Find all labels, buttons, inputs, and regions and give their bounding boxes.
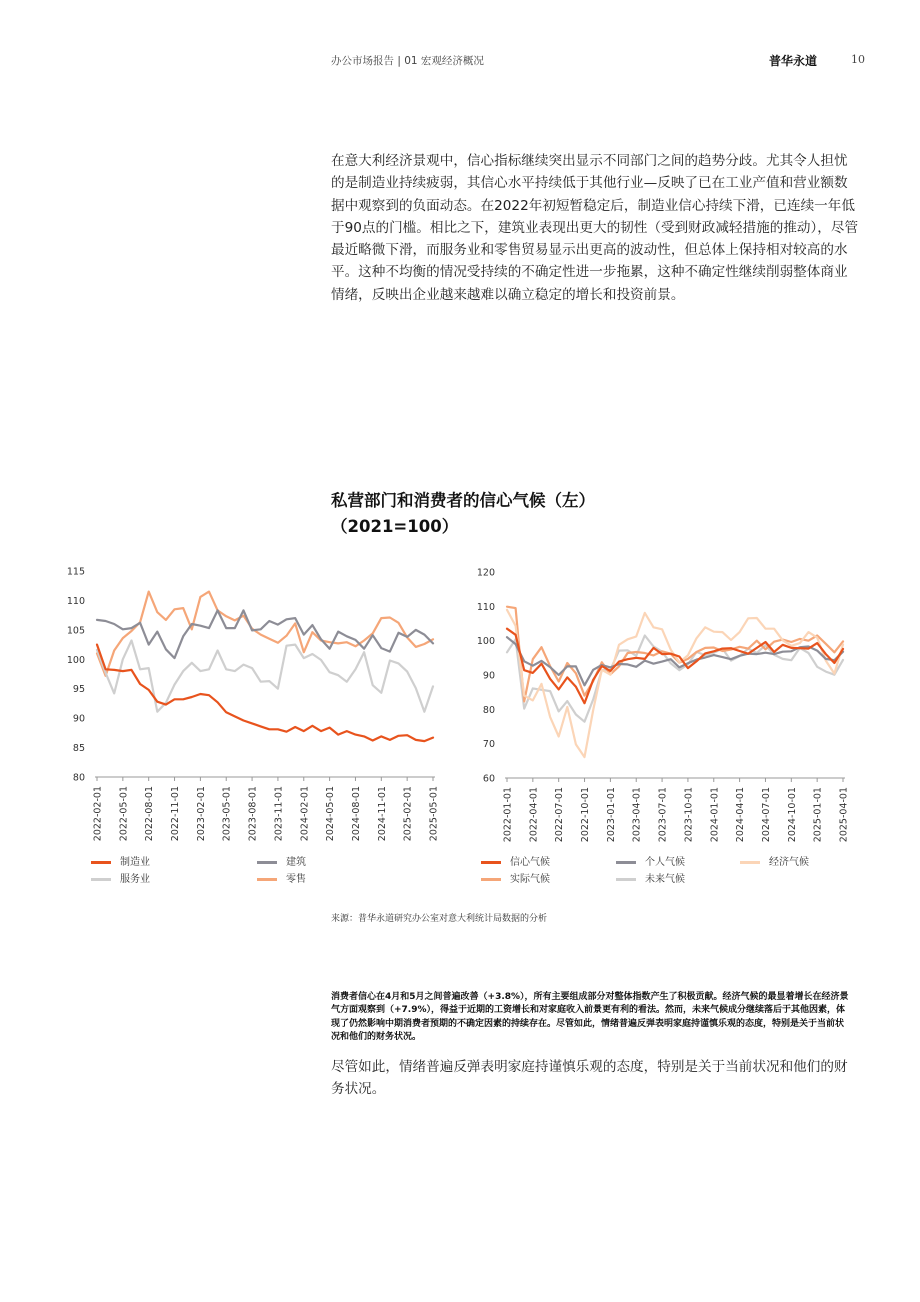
x-tick-label: 2024-05-01 [325,786,337,842]
y-tick-label: 110 [476,601,495,613]
series-line-服务业 [97,641,433,712]
y-tick-label: 90 [72,713,85,725]
y-tick-label: 85 [72,743,85,755]
y-tick-label: 80 [72,772,85,784]
figure-subtitle: （2021=100） [331,517,459,536]
x-tick-label: 2024-04-01 [735,787,747,843]
legend-swatch [481,861,501,864]
x-tick-label: 2024-02-01 [299,786,311,842]
x-tick-label: 2022-02-01 [92,786,104,842]
x-tick-label: 2024-11-01 [376,786,388,842]
legend-swatch [616,861,636,864]
figure-title-block [331,488,595,540]
legend-item-services [91,870,150,885]
y-tick-label: 80 [482,704,495,716]
legend-label: 经济气候 [769,857,809,868]
x-tick-label: 2025-05-01 [428,786,440,842]
y-tick-label: 120 [476,567,495,579]
x-tick-label: 2024-10-01 [786,787,798,843]
x-tick-label: 2023-05-01 [221,786,233,842]
legend-item-future-climate [616,870,685,885]
y-tick-label: 115 [66,566,85,578]
x-tick-label: 2022-10-01 [580,787,592,843]
x-tick-label: 2022-11-01 [170,786,182,842]
x-tick-label: 2022-07-01 [554,787,566,843]
x-tick-label: 2022-05-01 [118,786,130,842]
series-line-零售 [97,592,433,676]
legend-label: 零售 [286,874,306,885]
x-tick-label: 2023-04-01 [631,787,643,843]
legend-label: 信心气候 [510,857,550,868]
y-tick-label: 100 [66,654,85,666]
legend-item-current-climate [481,870,550,885]
source-note: 来源：普华永道研究办公室对意大利统计局数据的分析 [331,914,548,924]
series-line-制造业 [97,645,433,742]
y-tick-label: 95 [72,684,85,696]
legend-swatch [91,861,111,864]
x-tick-label: 2023-02-01 [195,786,207,842]
x-tick-label: 2024-07-01 [760,787,772,843]
x-tick-label: 2024-08-01 [350,786,362,842]
legend-label: 建筑 [286,857,306,868]
x-tick-label: 2025-01-01 [812,787,824,843]
series-line-经济气候 [507,610,843,757]
page-number: 10 [851,53,865,66]
legend-swatch [740,861,760,864]
intro-paragraph: 在意大利经济景观中，信心指标继续突出显示不同部门之间的趋势分歧。尤其令人担忧的是制造业持续疲弱，其信心水平持续低于其他行业—反映了已在工业产值和营业额数据中观察到的负面动态。在2022年初短暂稳定后，制造业信心持续下滑，已连续一年低于90点的门槛。相比之下，建筑业表现出更大的韧性（受到财政减轻措施的推动），尽管最近略微下滑，而服务业和零售贸易显示出更高的波动性，但总体上保持相对较高的水平。这种不均衡的情况受持续的不确定性进一步拖累，这种不确定性继续削弱整体商业情绪，反映出企业越来越难以确立稳定的增长和投资前景。 [331,153,859,303]
y-tick-label: 110 [66,595,85,607]
x-tick-label: 2025-04-01 [838,787,850,843]
consumer-confidence-chart [460,560,860,850]
x-tick-label: 2023-11-01 [273,786,285,842]
business-confidence-chart [50,560,450,850]
brand-logo-text: 普华永道 [769,54,818,68]
x-tick-label: 2023-10-01 [683,787,695,843]
summary-bold-paragraph: 消费者信心在4月和5月之间普遍改善（+3.8%），所有主要组成部分对整体指数产生了积极贡献。经济气候的最显着增长在经济景气方面观察到（+7.9%），得益于近期的工资增长和对家庭收入前景更有利的看法。然而，未来气候成分继续落后于其他因素，体现了仍然影响中期消费者预期的不确定因素的持续存在。尽管如此，情绪普遍反弹表明家庭持谨慎乐观的态度，特别是关于当前状况和他们的财务状况。 [331,992,849,1043]
x-tick-label: 2024-01-01 [709,787,721,843]
y-tick-label: 60 [482,773,495,785]
legend-label: 服务业 [120,874,150,885]
legend-swatch [257,878,277,881]
y-tick-label: 90 [482,670,495,682]
legend-label: 制造业 [120,857,150,868]
closing-paragraph: 尽管如此，情绪普遍反弹表明家庭持谨慎乐观的态度，特别是关于当前状况和他们的财务状况。 [331,1059,848,1098]
legend-swatch [481,878,501,881]
legend-item-economic-climate [740,853,809,868]
x-tick-label: 2023-01-01 [605,787,617,843]
legend-item-manufacturing [91,853,150,868]
x-tick-label: 2022-08-01 [144,786,156,842]
legend-swatch [257,861,277,864]
y-tick-label: 105 [66,625,85,637]
legend-item-personal-climate [616,853,685,868]
x-tick-label: 2025-02-01 [402,786,414,842]
figure-title: 私营部门和消费者的信心气候（左） [331,491,595,510]
y-tick-label: 100 [476,636,495,648]
legend-label: 个人气候 [645,857,685,868]
x-tick-label: 2023-08-01 [247,786,259,842]
legend-item-retail [257,870,306,885]
x-tick-label: 2022-04-01 [528,787,540,843]
x-tick-label: 2023-07-01 [657,787,669,843]
legend-swatch [91,878,111,881]
x-tick-label: 2022-01-01 [502,787,514,843]
legend-item-construction [257,853,306,868]
legend-item-confidence-climate [481,853,550,868]
y-tick-label: 70 [482,739,495,751]
legend-swatch [616,878,636,881]
legend-label: 未来气候 [645,874,685,885]
header-section: 办公市场报告 | 01 宏观经济概况 [331,55,484,67]
legend-label: 实际气候 [510,874,550,885]
